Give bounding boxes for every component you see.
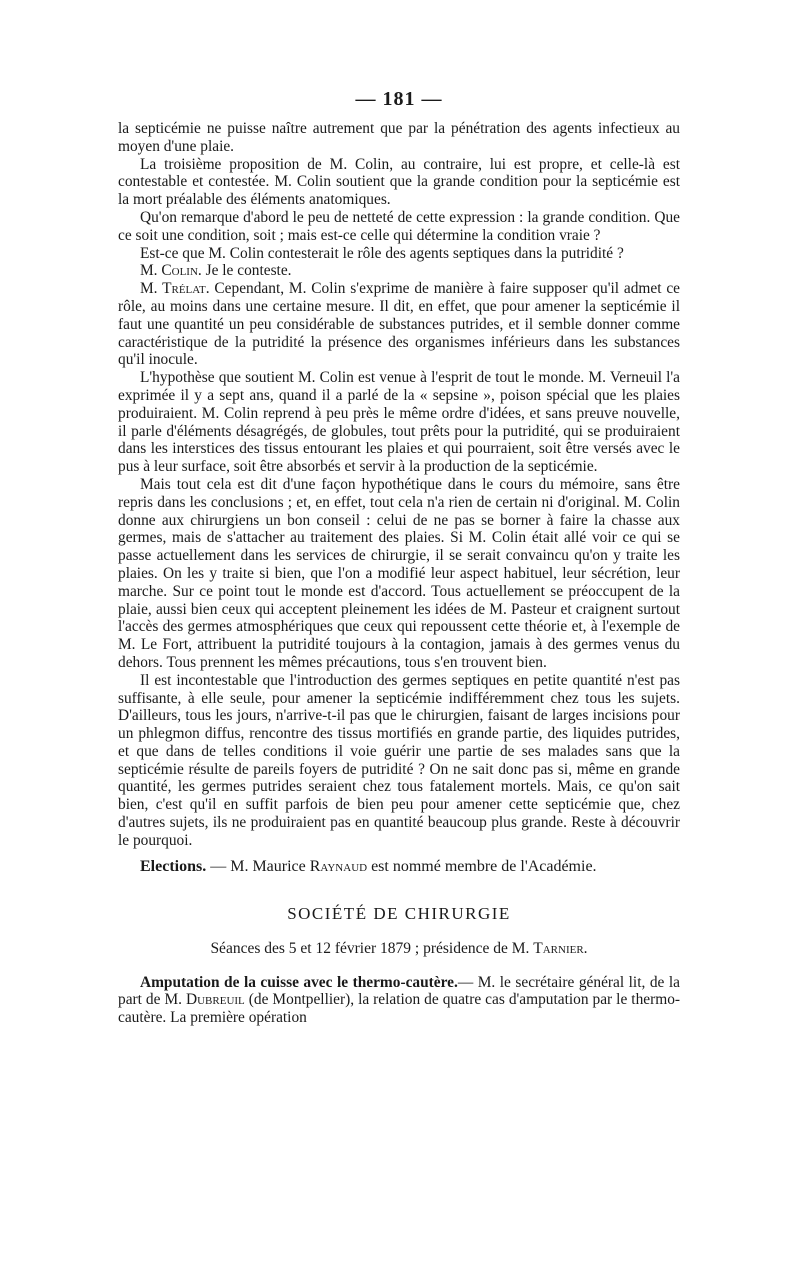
paragraph: Il est incontestable que l'introduction des germes septiques en petite quantité n'est pas suffisante, à elle seule, pour amener la septicémie indifféremment chez tous les sujets. D'ailleurs, tous les jours, n'arrive-t-il pas que le chirurgien, faisant de larges incisions pour un phlegmon diffus, rencontre des tissus mortifiés en grande partie, des liquides putrides, et que dans de telles conditions il voie guérir une partie de ses malades sans que la septicémie résulte de pareils foyers de putridité ? On ne sait donc pas si, même en grande quantité, les germes putrides seraient chez tous fatalement mortels. Mais, ce qu'on sait bien, c'est qu'il en suffit parfois de bien peu pour amener cette septicémie que, chez d'autres sujets, ils ne produiraient pas en quantité beaucoup plus grande. Reste à découvrir le pourquoi. — [118, 671, 680, 849]
dialogue-text: Je le conteste. — [201, 262, 292, 280]
amputation-title: Amputation de la cuisse avec le thermo-cautère. — [140, 973, 458, 991]
person-name: Dubreuil — [186, 991, 245, 1009]
page-number: — 181 — — [355, 88, 443, 110]
paragraph: Est-ce que M. Colin contesterait le rôle des agents septiques dans la putridité ? — [140, 244, 624, 262]
section-title: SOCIÉTÉ DE CHIRURGIE — [287, 903, 511, 923]
paragraph: La troisième proposition de M. Colin, au contraire, lui est propre, et celle-là est contestable et contestée. M. Colin soutient que la grande condition pour la septicémie est la mort préalable des éléments anatomiques. — [118, 155, 680, 209]
section-subtitle — [118, 940, 680, 958]
paragraph: Mais tout cela est dit d'une façon hypothétique dans le cours du mémoire, sans être repris dans les conclusions ; et, en effet, tout cela n'a rien de certain ni d'original. M. Colin donne aux chirurgiens un bon conseil : celui de ne pas se borner à faire la chasse aux germes, mais de s'attacher au traitement des plaies. Si M. Colin était allé voir ce qui se passe actuellement dans les services de chirurgie, il se serait convaincu qu'on y traite les plaies. On les y traite si bien, que l'on a modifié leur aspect habituel, leur sécrétion, leur marche. Sur ce point tout le monde est d'accord. Tous actuellement se préoccupent de la plaie, aussi bien ceux qui acceptent pleinement les idées de M. Pasteur et craignent surtout l'accès des germes atmosphériques que ceux qui repoussent cette théorie et, à l'exemple de M. Le Fort, attribuent la putridité toujours à la contagion, jamais à des germes venus du dehors. Tous prennent les mêmes précautions, tous s'en trouvent bien. — [118, 475, 680, 671]
dialogue-paragraph — [118, 280, 680, 369]
person-name: Raynaud — [309, 857, 368, 875]
section-subtitle-text: Séances des 5 et 12 février 1879 ; présidence de M. — [210, 939, 534, 957]
dialogue-paragraph — [118, 262, 680, 280]
page — [118, 88, 680, 1027]
president-name: Tarnier — [533, 939, 584, 957]
paragraph: la septicémie ne puisse naître autrement que par la pénétration des agents infectieux au moyen d'une plaie. — [118, 120, 680, 155]
amputation-text-end: (de Montpellier), la relation de quatre cas d'amputation par le thermo-cautère. La première opération — [118, 991, 681, 1027]
amputation-paragraph — [118, 974, 680, 1027]
dialogue-text: Cependant, M. Colin s'exprime de manière à faire supposer qu'il admet ce rôle, au moins dans une certaine mesure. Il dit, en effet, que pour amener la septicémie il faut une quantité un peu considérable de substances putrides, et il semble donner comme caractéristique de la putridité la présence des organismes inférieurs dans les substances qu'il inocule. — [118, 280, 680, 369]
paragraph: L'hypothèse que soutient M. Colin est venue à l'esprit de tout le monde. M. Verneuil l'a exprimée il y a sept ans, quand il a parlé de la « sepsine », poison spécial que les plaies produiraient. M. Colin reprend à peu près le même ordre d'idées, et sans preuve nouvelle, il parle d'éléments désagrégés, de globules, tout prêts pour la putridité, qui se produiraient dans les interstices des tissus entourant les plaies et qui pourraient, soit être versés avec le pus à leur surface, soit être absorbés et servir à la production de la septicémie. — [118, 369, 680, 476]
elections-label: Elections. — [140, 857, 207, 875]
speaker-name: M. Trélat. — [140, 280, 210, 298]
amputation-text: — M. le secrétaire général lit, de la part de M. — [118, 973, 680, 1009]
speaker-name: M. Colin. — [140, 262, 202, 280]
elections-text-end: est nommé membre de l'Académie. — [367, 857, 597, 875]
elections-paragraph — [118, 858, 680, 876]
elections-text: — M. Maurice — [206, 857, 310, 875]
section-subtitle-end: . — [583, 939, 588, 957]
paragraph: Qu'on remarque d'abord le peu de netteté de cette expression : la grande condition. Que ce soit une condition, soit ; mais est-ce celle qui détermine la condition vraie ? — [118, 208, 680, 244]
